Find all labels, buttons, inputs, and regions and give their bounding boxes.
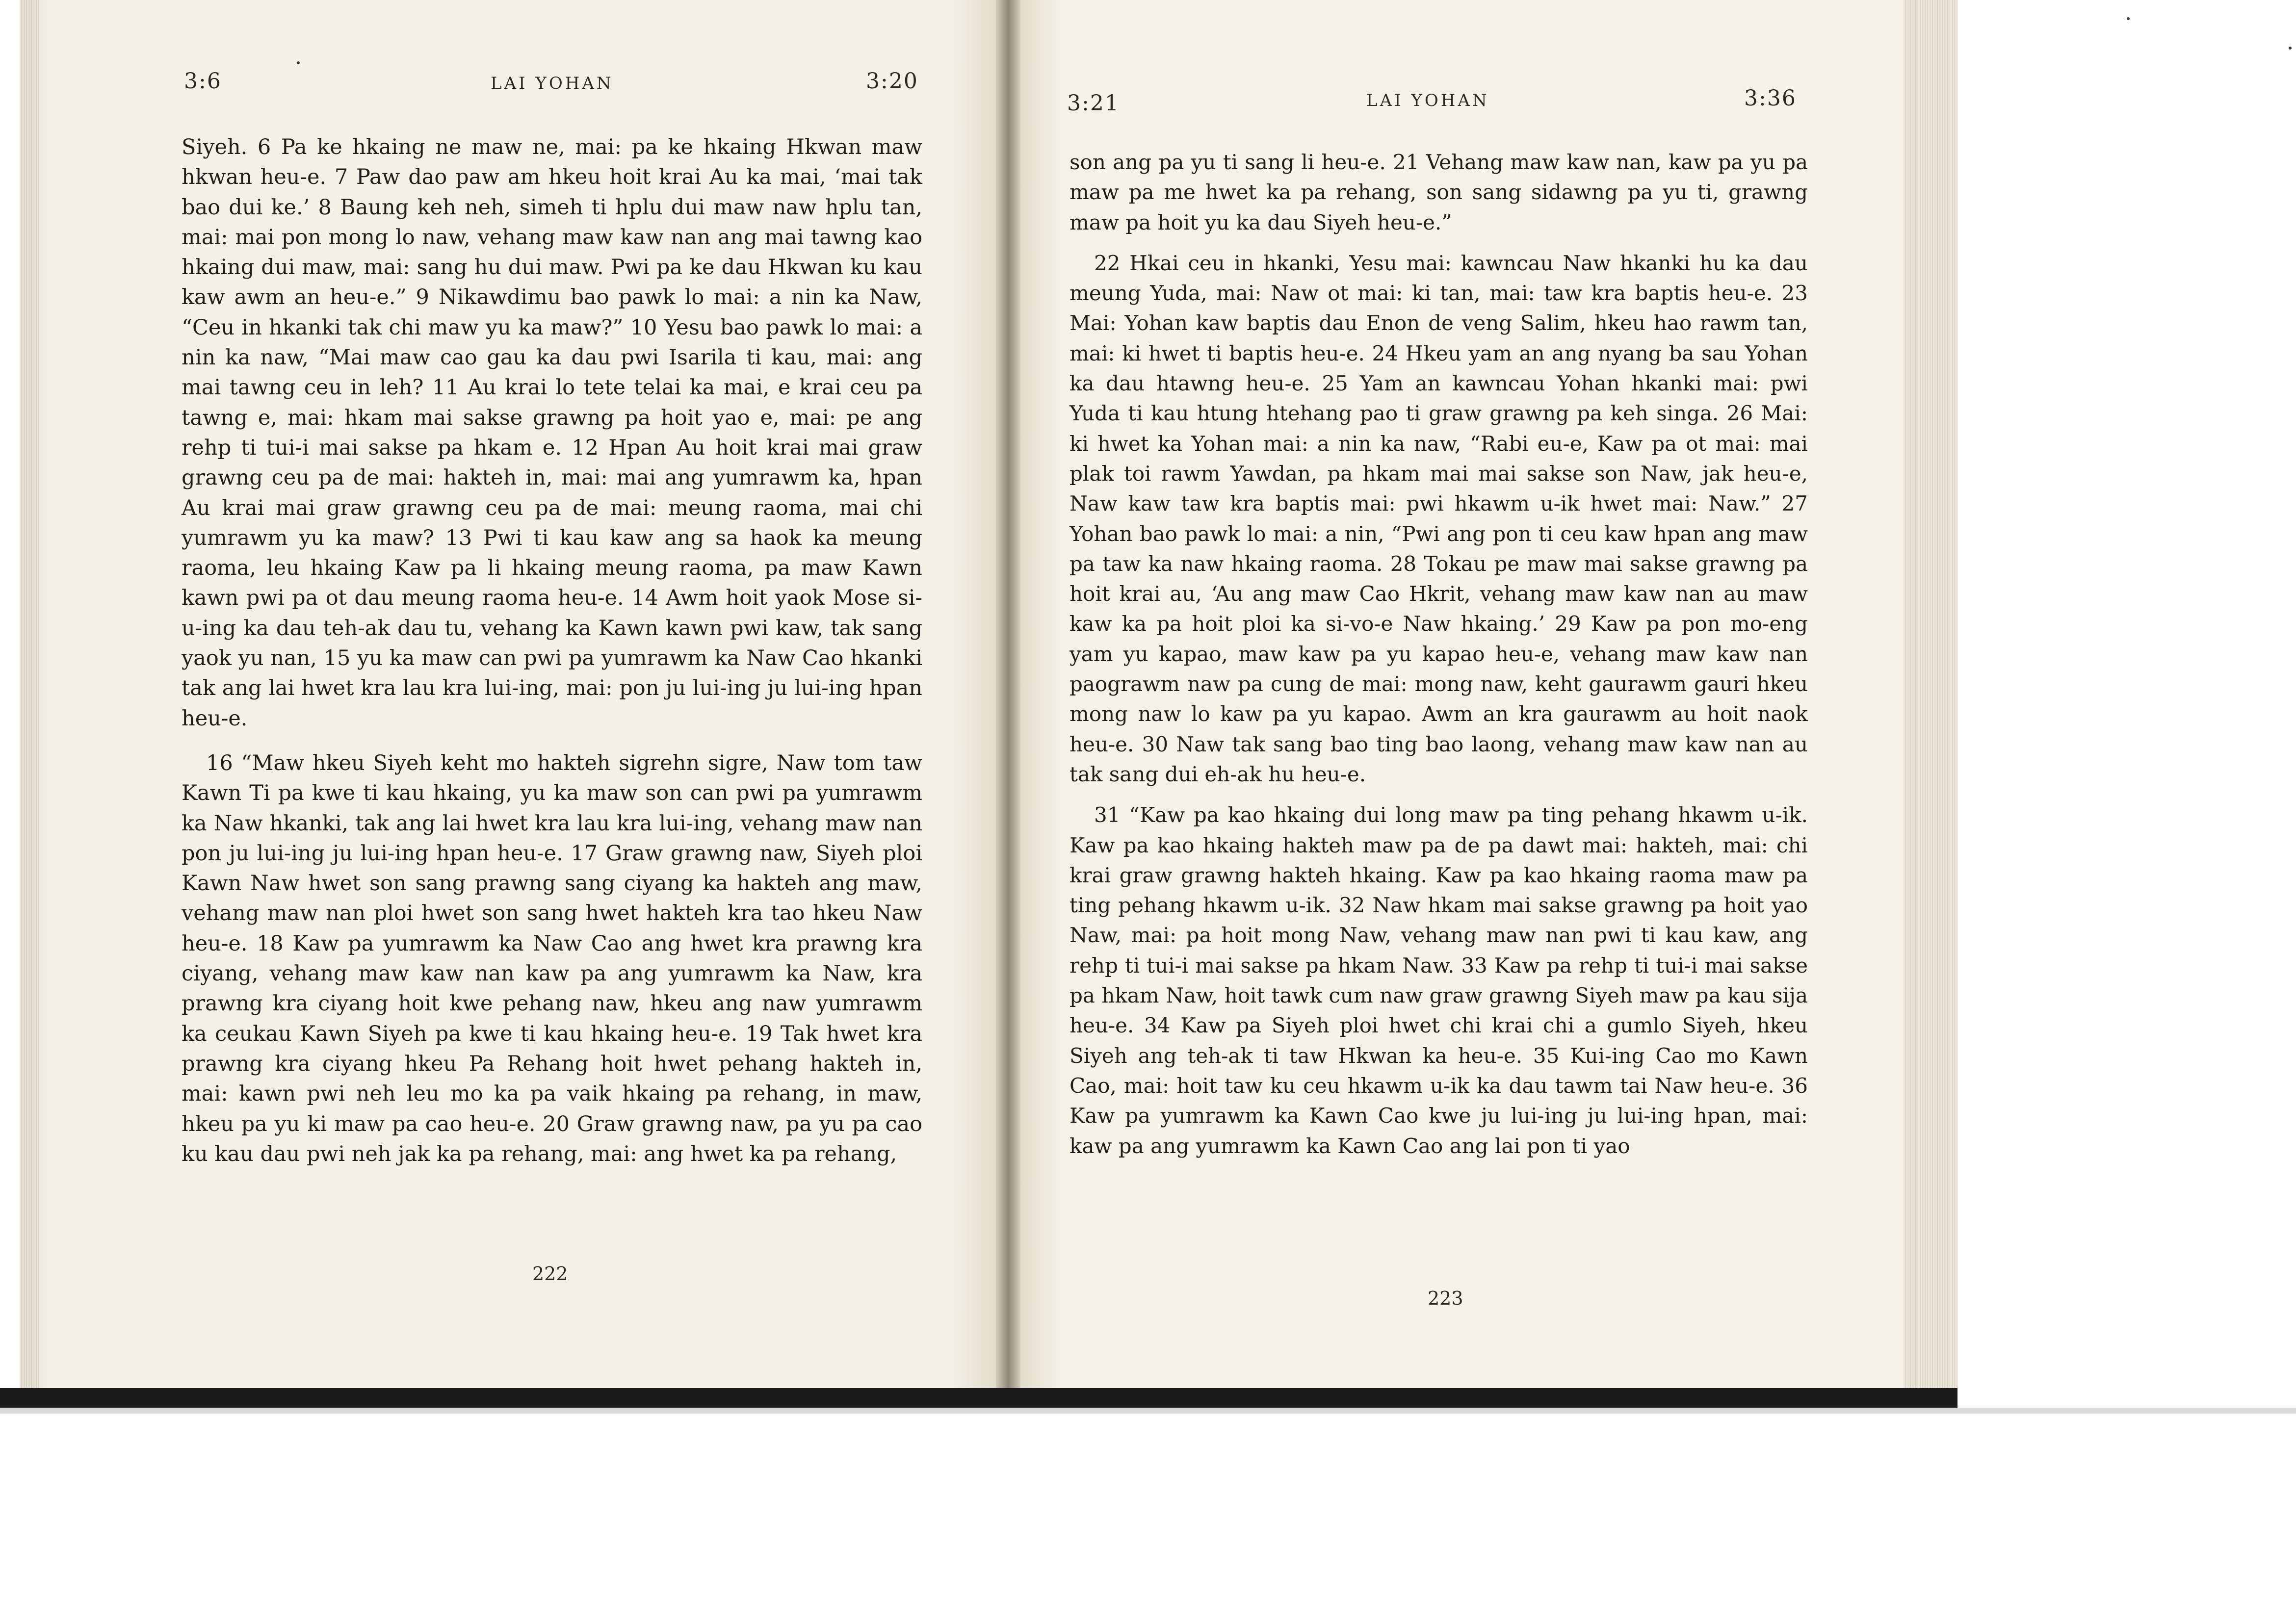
scan-speck bbox=[2127, 17, 2130, 20]
right-paragraph-3: 31 “Kaw pa kao hkaing dui long maw pa ting pehang hkawm u-ik. Kaw pa kao hkaing hakteh maw pa de pa dawt mai: hakteh, mai: chi krai graw grawng hakteh hkaing. Kaw pa kao hkaing raoma maw pa ting pehang hkawm u-ik. 32 Naw hkam mai sakse grawng pa hoit yao Naw, mai: pa hoit mong Naw, vehang maw nan pwi ti kau kaw, ang rehp ti tui-i mai sakse pa hkam Naw. 33 Kaw pa rehp ti tui-i mai sakse pa hkam Naw, hoit tawk cum naw graw grawng Siyeh maw pa kau sija heu-e. 34 Kaw pa Siyeh ploi hwet chi krai chi a gumlo Siyeh, hkeu Siyeh ang teh-ak ti taw Hkwan ka heu-e. 35 Kui-ing Cao mo Kawn Cao, mai: hoit taw ku ceu hkawm u-ik ka dau tawm tai Naw heu-e. 36 Kaw pa yumrawm ka Kawn Cao kwe ju lui-ing ju lui-ing hpan, mai: kaw pa ang yumrawm ka Kawn Cao ang lai pon ti yao bbox=[1070, 803, 1808, 1158]
left-header-verse-end: 3:20 bbox=[866, 69, 918, 94]
right-header-title: LAI YOHAN bbox=[1366, 91, 1489, 110]
right-header-verse-end: 3:36 bbox=[1744, 86, 1797, 111]
left-paragraph-1: Siyeh. 6 Pa ke hkaing ne maw ne, mai: pa ke hkaing Hkwan maw hkwan heu-e. 7 Paw dao paw am hkeu hoit krai Au ka mai, ‘mai tak bao dui ke.’ 8 Baung keh neh, simeh ti hplu dui maw naw hplu tan, mai: mai pon mong lo naw, vehang maw kaw nan ang mai tawng kao hkaing dui maw, mai: sang hu dui maw. Pwi pa ke dau Hkwan ku kau kaw awm an heu-e.” 9 Nikawdimu bao pawk lo mai: a nin ka Naw, “Ceu in hkanki tak chi maw yu ka maw?” 10 Yesu bao pawk lo mai: a nin ka naw, “Mai maw cao gau ka dau pwi Isarila ti kau, mai: ang mai tawng ceu in leh? 11 Au krai lo tete telai ka mai, e krai ceu pa tawng e, mai: hkam mai sakse grawng pa hoit yao e, mai: pe ang rehp ti tui-i mai sakse pa hkam e. 12 Hpan Au hoit krai mai graw grawng ceu pa de mai: hakteh in, mai: mai ang yumrawm ka, hpan Au krai mai graw grawng ceu pa de mai: meung raoma, mai chi yumrawm yu ka maw? 13 Pwi ti kau kaw ang sa haok ka meung raoma, leu hkaing Kaw pa li hkaing meung raoma, pa maw Kawn kawn pwi pa ot dau meung raoma heu-e. 14 Awm hoit yaok Mose si-u-ing ka dau teh-ak dau tu, vehang ka Kawn kawn pwi kaw, tak sang yaok yu nan, 15 yu ka maw can pwi pa yumrawm ka Naw Cao hkanki tak ang lai hwet kra lau kra lui-ing, mai: pon ju lui-ing ju lui-ing hpan heu-e. bbox=[182, 135, 922, 731]
scan-speck bbox=[297, 61, 300, 64]
left-header-title: LAI YOHAN bbox=[491, 74, 614, 93]
scanner-edge-band bbox=[0, 1388, 1957, 1408]
left-paragraph-2: 16 “Maw hkeu Siyeh keht mo hakteh sigrehn sigre, Naw tom taw Kawn Ti pa kwe ti kau hkaing, yu ka maw son can pwi pa yumrawm ka Naw hkanki, tak ang lai hwet kra lau kra lui-ing, vehang maw nan pon ju lui-ing ju lui-ing hpan heu-e. 17 Graw grawng naw, Siyeh ploi Kawn Naw hwet son sang prawng sang ciyang ka hakteh ang maw, vehang maw nan ploi hwet son sang hwet hakteh kra tao hkeu Naw heu-e. 18 Kaw pa yumrawm ka Naw Cao ang hwet kra prawng kra ciyang, vehang maw kaw nan kaw pa ang yumrawm ka Naw, kra prawng kra ciyang hoit kwe pehang naw, hkeu ang naw yumrawm ka ceukau Kawn Siyeh pa kwe ti kau hkaing heu-e. 19 Tak hwet kra prawng kra ciyang hkeu Pa Rehang hoit hwet pehang hakteh in, mai: kawn pwi neh leu mo ka pa vaik hkaing pa rehang, in maw, hkeu pa yu ki maw pa cao heu-e. 20 Graw grawng naw, pa yu pa cao ku kau dau pwi neh jak ka pa rehang, mai: ang hwet ka pa rehang, bbox=[182, 750, 922, 1166]
left-header-verse-start: 3:6 bbox=[184, 69, 222, 94]
right-paragraph-1: son ang pa yu ti sang li heu-e. 21 Vehang maw kaw nan, kaw pa yu pa maw pa me hwet ka pa rehang, son sang sidawng pa yu ti, grawng maw pa hoit yu ka dau Siyeh heu-e.” bbox=[1070, 150, 1808, 234]
right-page-text bbox=[1070, 147, 1808, 1161]
right-header-verse-start: 3:21 bbox=[1067, 91, 1120, 116]
right-page-edges bbox=[1904, 0, 1957, 1388]
right-page-number: 223 bbox=[1428, 1287, 1463, 1309]
scanner-shadow bbox=[0, 1408, 2296, 1414]
right-paragraph-2: 22 Hkai ceu in hkanki, Yesu mai: kawncau Naw hkanki hu ka dau meung Yuda, mai: Naw ot mai: ki tan, mai: taw kra baptis heu-e. 23 Mai: Yohan kaw baptis dau Enon de veng Salim, hkeu hao rawm tan, mai: ki hwet ti baptis heu-e. 24 Hkeu yam an ang nyang ba sau Yohan ka dau htawng heu-e. 25 Yam an kawncau Yohan hkanki mai: pwi Yuda ti kau htung htehang pao ti graw grawng pa keh singa. 26 Mai: ki hwet ka Yohan mai: a nin ka naw, “Rabi eu-e, Kaw pa ot mai: mai plak toi rawm Yawdan, pa hkam mai mai sakse son Naw, jak heu-e, Naw kaw taw kra baptis mai: pwi hkawm u-ik hwet mai: Naw.” 27 Yohan bao pawk lo mai: a nin, “Pwi ang pon ti ceu kaw hpan ang maw pa taw ka naw hkaing raoma. 28 Tokau pe maw mai sakse grawng pa hoit krai au, ‘Au ang maw Cao Hkrit, vehang maw kaw nan au maw kaw ka pa hoit ploi ka si-vo-e Naw hkaing.’ 29 Kaw pa pon mo-eng yam yu kapao, maw kaw pa yu kapao heu-e, vehang maw kaw nan paograwm naw pa cung de mai: mong naw, keht gaurawm gauri hkeu mong naw lo kaw pa yu kapao. Awm an kra gaurawm au hoit naok heu-e. 30 Naw tak sang bao ting bao laong, vehang maw kaw nan au tak sang dui eh-ak hu heu-e. bbox=[1070, 251, 1808, 786]
left-page-number: 222 bbox=[532, 1263, 568, 1285]
left-page-edges bbox=[20, 0, 39, 1388]
scan-speck bbox=[2289, 47, 2292, 50]
book-gutter bbox=[996, 0, 1020, 1388]
left-page-text bbox=[182, 132, 922, 1169]
